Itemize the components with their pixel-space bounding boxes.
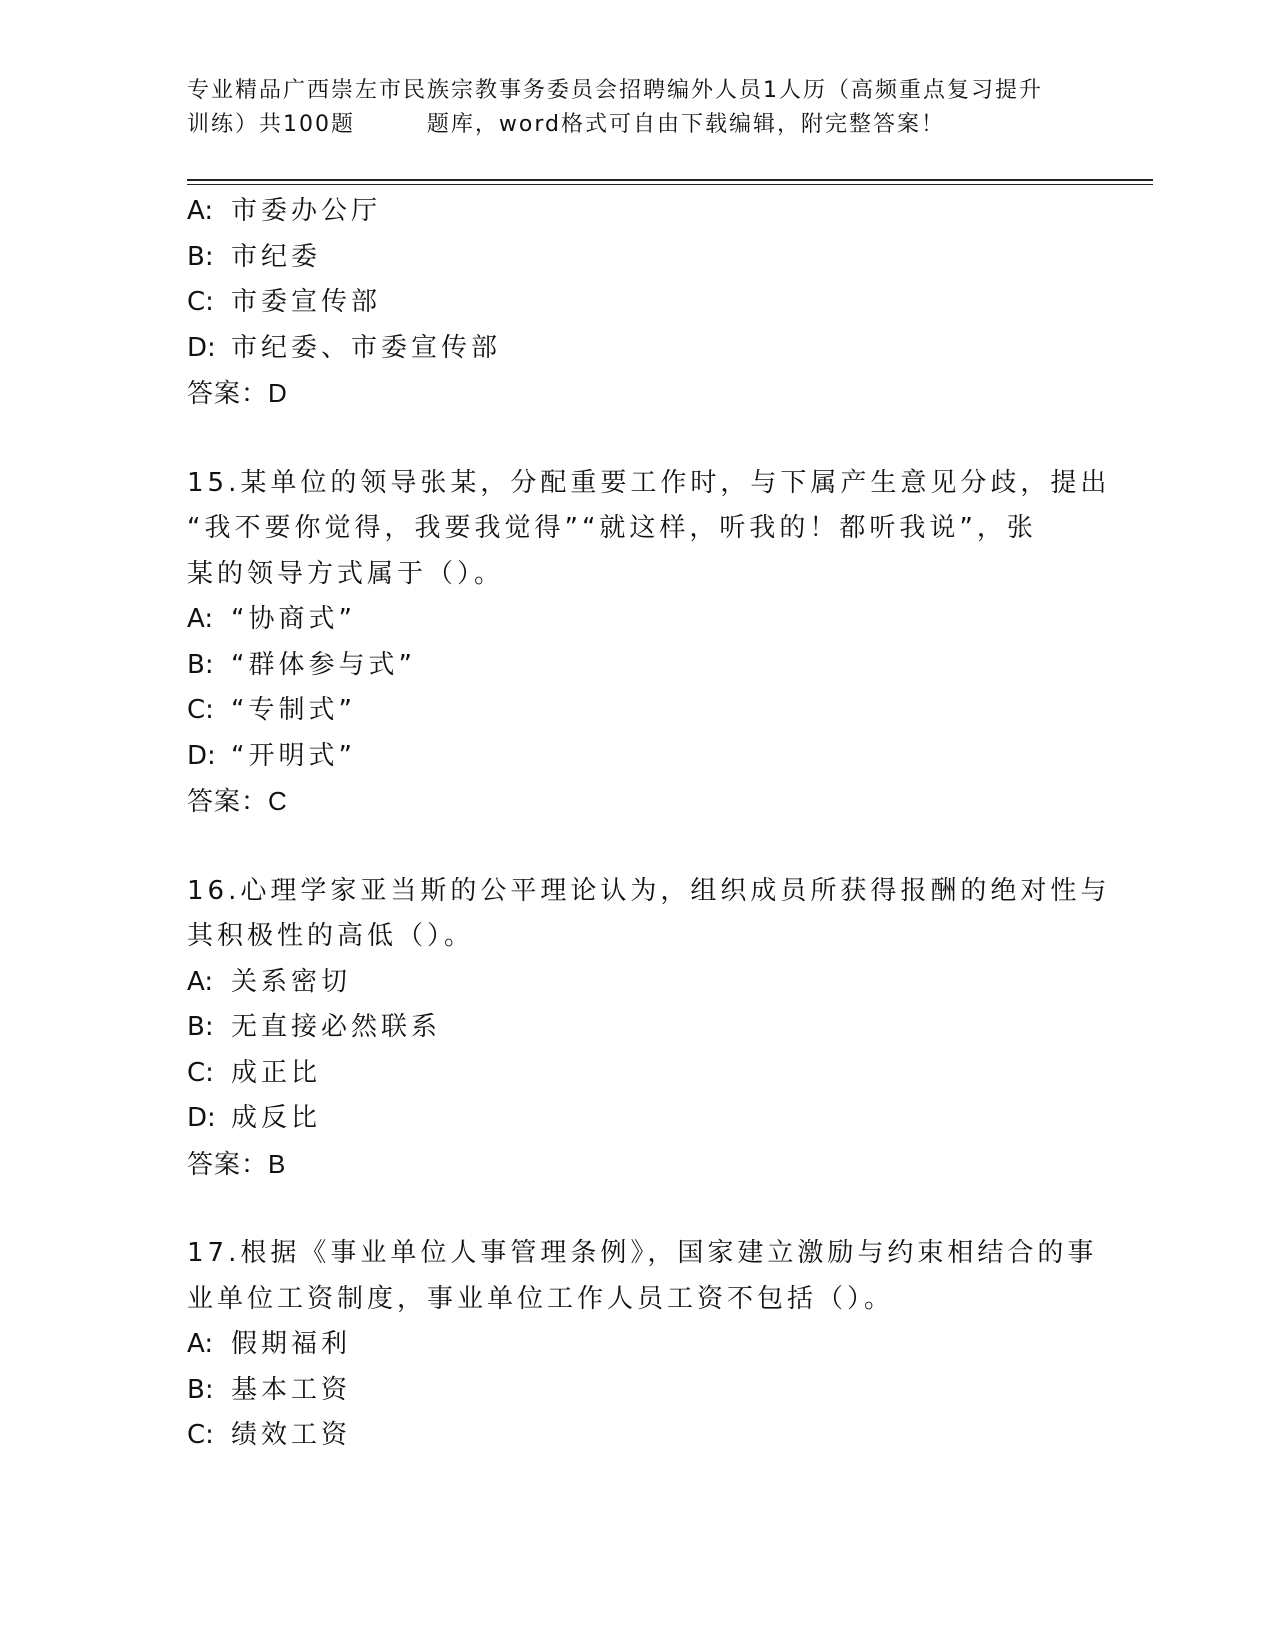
- answer: 答案：D: [187, 378, 288, 408]
- option-d: D: 成反比: [187, 1103, 322, 1133]
- header-line-1: 专业精品广西崇左市民族宗教事务委员会招聘编外人员1人历（高频重点复习提升: [187, 78, 1043, 103]
- answer: 答案：B: [187, 1148, 287, 1179]
- option-c: C: 绩效工资: [187, 1420, 352, 1450]
- document-header: [187, 74, 1087, 142]
- question-17: [187, 1231, 1098, 1459]
- option-a: A: 关系密切: [187, 966, 352, 997]
- question-text: 17.根据《事业单位人事管理条例》，国家建立激励与约束相结合的事 业单位工资制度，事业单位工作人员工资不包括（）。: [187, 1238, 1098, 1314]
- answer: 答案：C: [187, 786, 288, 816]
- question-list: [187, 189, 1111, 1459]
- option-b: B: 市纪委: [187, 241, 322, 272]
- option-a: A: 假期福利: [187, 1329, 352, 1359]
- option-c: C: “专制式”: [187, 695, 356, 725]
- option-b: B: 无直接必然联系: [187, 1012, 442, 1042]
- question-text: 16.心理学家亚当斯的公平理论认为，组织成员所获得报酬的绝对性与 其积极性的高低（）。: [187, 875, 1111, 951]
- option-d: D: “开明式”: [187, 740, 356, 771]
- header-rule-thick: [187, 179, 1153, 181]
- option-a: A: 市委办公厅: [187, 196, 382, 226]
- option-b: B: “群体参与式”: [187, 649, 416, 680]
- question-text: 15.某单位的领导张某，分配重要工作时，与下属产生意见分歧，提出 “我不要你觉得，我要我觉得”“就这样，听我的！都听我说”，张 某的领导方式属于（）。: [187, 467, 1111, 589]
- option-c: C: 成正比: [187, 1057, 322, 1088]
- question-16: [187, 869, 1111, 1188]
- header-rule-thin: [187, 184, 1153, 185]
- option-c: C: 市委宣传部: [187, 287, 382, 317]
- option-b: B: 基本工资: [187, 1374, 352, 1405]
- question-14: [187, 189, 1087, 417]
- option-d: D: 市纪委、市委宣传部: [187, 332, 502, 363]
- header-line-2: 训练）共100题 题库，word格式可自由下载编辑，附完整答案！: [187, 112, 946, 137]
- option-a: A: “协商式”: [187, 604, 356, 634]
- question-15: [187, 461, 1111, 825]
